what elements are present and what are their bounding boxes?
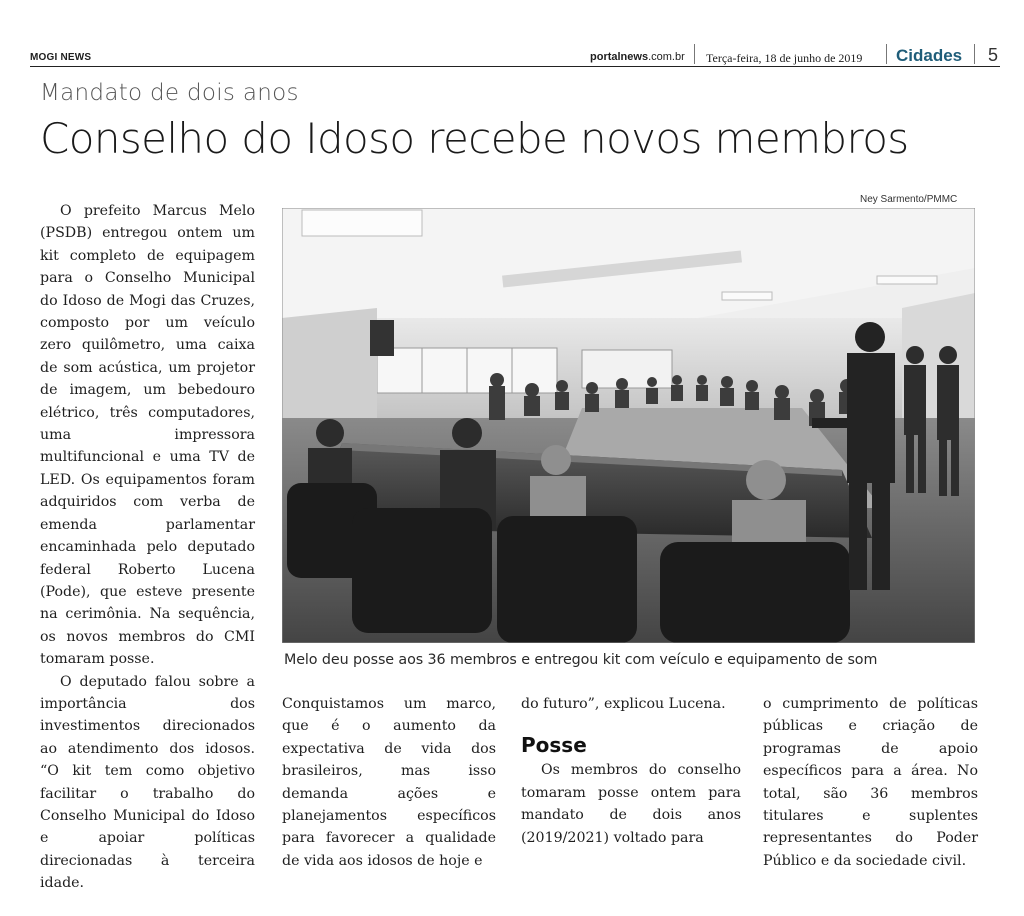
header-divider xyxy=(694,44,695,64)
meeting-room-photo xyxy=(282,208,975,643)
paragraph-quote-continued: Conquistamos um marco, que é o aumento da expectativa de vida dos brasileiros, mas isso demanda ações e planejamentos específicos para favorecer a qualidade de vida aos idosos de hoje e xyxy=(282,696,496,869)
text-column-3 xyxy=(521,693,741,849)
paragraph-intro: O prefeito Marcus Melo (PSDB) entregou ontem um kit completo de equipagem para o Conselho Municipal do Idoso de Mogi das Cruzes, composto por um veículo zero quilômetro, uma caixa de som acústica, um projetor de imagem, um bebedouro elétrico, três computadores, uma impressora multifuncional e uma TV de LED. Os equipamentos foram adquiridos com verba de emenda parlamentar encaminhada pelo deputado federal Roberto Lucena (Pode), que esteve presente na cerimônia. Na sequência, os novos membros do CMI tomaram posse. xyxy=(40,203,255,668)
article-photo xyxy=(282,208,975,643)
text-column-1 xyxy=(40,200,255,895)
site-url-domain: .com.br xyxy=(648,51,685,63)
page-header xyxy=(30,42,1000,68)
issue-date: Terça-feira, 18 de junho de 2019 xyxy=(706,51,863,65)
newspaper-brand: MOGI NEWS xyxy=(30,52,92,63)
site-url xyxy=(590,51,685,63)
paragraph-deputy: O deputado falou sobre a importância dos investimentos direcionados ao atendimento dos idosos. “O kit tem como objetivo facilitar o trabalho do Conselho Municipal do Idoso e apoiar políticas direcionadas à terceira idade. xyxy=(40,673,255,892)
paragraph-posse-continued: o cumprimento de políticas públicas e criação de programas de apoio específicos para a área. No total, são 36 membros titulares e suplentes representantes do Poder Público e da sociedade civil. xyxy=(763,696,978,869)
paragraph-quote-end: do futuro”, explicou Lucena. xyxy=(521,696,726,712)
article-kicker: Mandato de dois anos xyxy=(40,80,299,106)
section-name: Cidades xyxy=(896,46,963,65)
subheading-posse: Posse xyxy=(521,733,587,758)
page-number: 5 xyxy=(988,45,999,65)
header-rule xyxy=(30,66,1000,67)
photo-caption: Melo deu posse aos 36 membros e entregou kit com veículo e equipamento de som xyxy=(284,652,878,668)
paragraph-posse: Os membros do conselho tomaram posse ontem para mandato de dois anos (2019/2021) voltado para xyxy=(521,762,741,846)
header-divider xyxy=(974,44,975,64)
text-column-4 xyxy=(763,693,978,872)
article-headline: Conselho do Idoso recebe novos membros xyxy=(40,114,909,163)
photo-credit: Ney Sarmento/PMMC xyxy=(860,194,958,205)
site-url-bold: portalnews xyxy=(590,51,649,63)
header-divider xyxy=(886,44,887,64)
text-column-2 xyxy=(282,693,496,872)
